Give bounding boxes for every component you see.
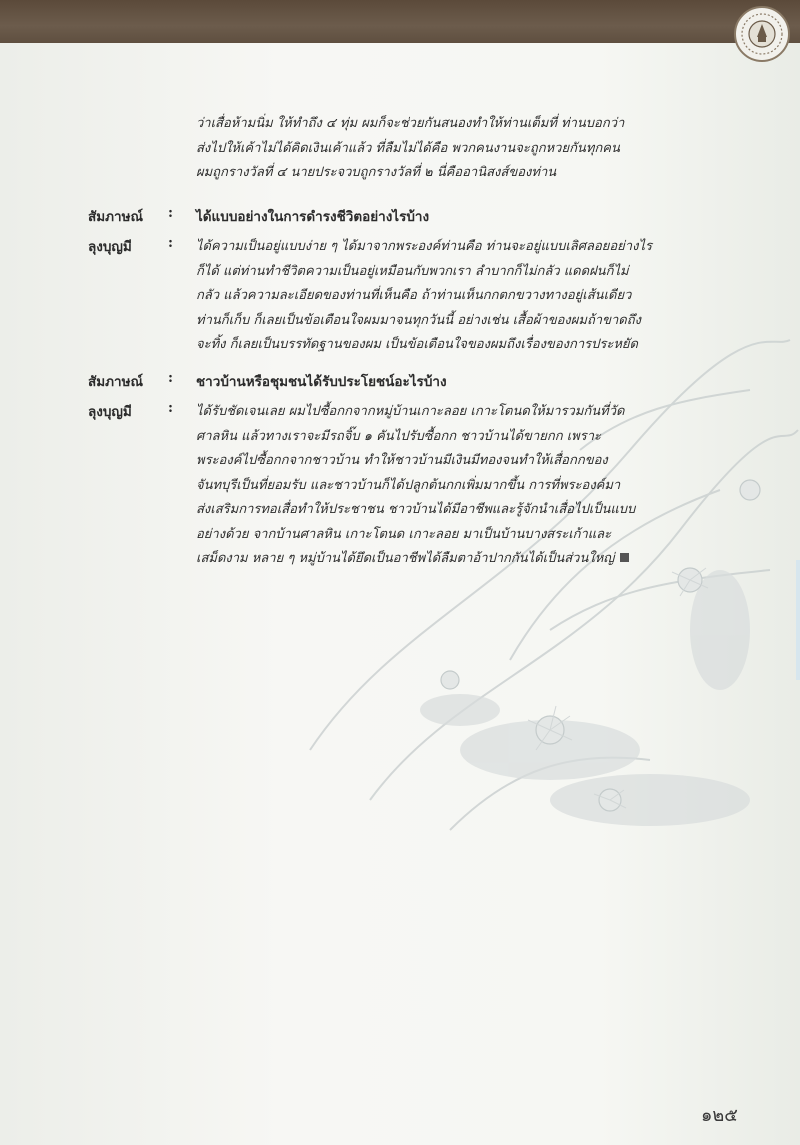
text-line: ผมถูกรางวัลที่ ๔ นายประจวบถูกรางวัลที่ ๒ นี่คืออานิสงส์ของท่าน — [196, 165, 557, 180]
text-line: อย่างด้วย จากบ้านศาลหิน เกาะโตนด เกาะลอย มาเป็นบ้านบางสระเก้าและ — [196, 526, 612, 542]
text-line: พระองค์ไปซื้อกกจากชาวบ้าน ทำให้ชาวบ้านมีเงินมีทองจนทำให้เสื่อกกของ — [196, 453, 608, 468]
text-line: ท่านก็เก็บ ก็เลยเป็นข้อเตือนใจผมมาจนทุกวันนี้ อย่างเช่น เสื้อผ้าของผมถ้าขาดถึง — [196, 312, 641, 328]
text-line: ชาวบ้านหรือชุมชนได้รับประโยชน์อะไรบ้าง — [196, 374, 447, 390]
text-line: ว่าเสื่อห้ามนิ่ม ให้ทำถึง ๔ ทุ่ม ผมก็จะช่วยกันสนองทำให้ท่านเต็มที่ ท่านบอกว่า — [196, 116, 625, 131]
page-edge-accent — [796, 560, 800, 680]
text-line: ได้แบบอย่างในการดำรงชีวิตอย่างไรบ้าง — [196, 209, 430, 225]
answer-text — [196, 235, 652, 358]
speaker-label: สัมภาษณ์ — [88, 374, 144, 390]
question-text — [196, 370, 636, 395]
continued-answer — [196, 112, 636, 186]
text-line: ได้ความเป็นอยู่แบบง่าย ๆ ได้มาจากพระองค์ท่านคือ ท่านจะอยู่แบบเลิศลอยอย่างไร — [196, 239, 652, 254]
speaker-label: สัมภาษณ์ — [88, 209, 144, 225]
speaker-label: ลุงบุญมี — [88, 239, 132, 255]
text-line: ศาลหิน แล้วทางเราจะมีรถจิ๊บ ๑ คันไปรับซื้อกก ชาวบ้านได้ขายกก เพราะ — [196, 428, 602, 444]
answer-text — [196, 400, 636, 572]
text-line-last — [196, 547, 636, 572]
text-line: ได้รับชัดเจนเลย ผมไปซื้อกกจากหมู่บ้านเกาะลอย เกาะโตนดให้มารวมกันที่วัด — [196, 404, 625, 419]
question-text — [196, 205, 636, 230]
speaker-colon: : — [168, 370, 173, 386]
text-line: ก็ได้ แต่ท่านทำชีวิตความเป็นอยู่เหมือนกับพวกเรา ลำบากก็ไม่กลัว แดดฝนก็ไม่ — [196, 263, 629, 279]
speaker-colon: : — [168, 400, 173, 416]
end-of-article-square-icon — [620, 553, 629, 562]
text-line: ส่งเสริมการทอเสื่อทำให้ประชาชน ชาวบ้านได้มีอาชีพและรู้จักนำเสื่อไปเป็นแบบ — [196, 502, 636, 517]
text-line: เสม็ดงาม หลาย ๆ หมู่บ้านได้ยึดเป็นอาชีพได้ลืมตาอ้าปากกันได้เป็นส่วนใหญ่ — [196, 551, 615, 566]
speaker-colon: : — [168, 235, 173, 251]
text-line: จะทิ้ง ก็เลยเป็นบรรทัดฐานของผม เป็นข้อเตือนใจของผมถึงเรื่องของการประหยัด — [196, 337, 638, 352]
speaker-label: ลุงบุญมี — [88, 404, 132, 420]
text-line: จันทบุรีเป็นที่ยอมรับ และชาวบ้านก็ได้ปลูกต้นกกเพิ่มมากขึ้น การที่พระองค์มา — [196, 477, 621, 493]
text-line: กลัว แล้วความละเอียดของท่านที่เห็นคือ ถ้าท่านเห็นกกตกขวางทางอยู่เส้นเดียว — [196, 288, 632, 303]
top-header-band — [0, 0, 800, 43]
university-seal-icon — [732, 4, 792, 64]
page-number: ๑๒๕ — [701, 1105, 738, 1126]
text-line: ส่งไปให้เค้าไม่ได้คิดเงินเค้าแล้ว ที่ลืมไม่ได้คือ พวกคนงานจะถูกหวยกันทุกคน — [196, 140, 620, 156]
speaker-colon: : — [168, 205, 173, 221]
